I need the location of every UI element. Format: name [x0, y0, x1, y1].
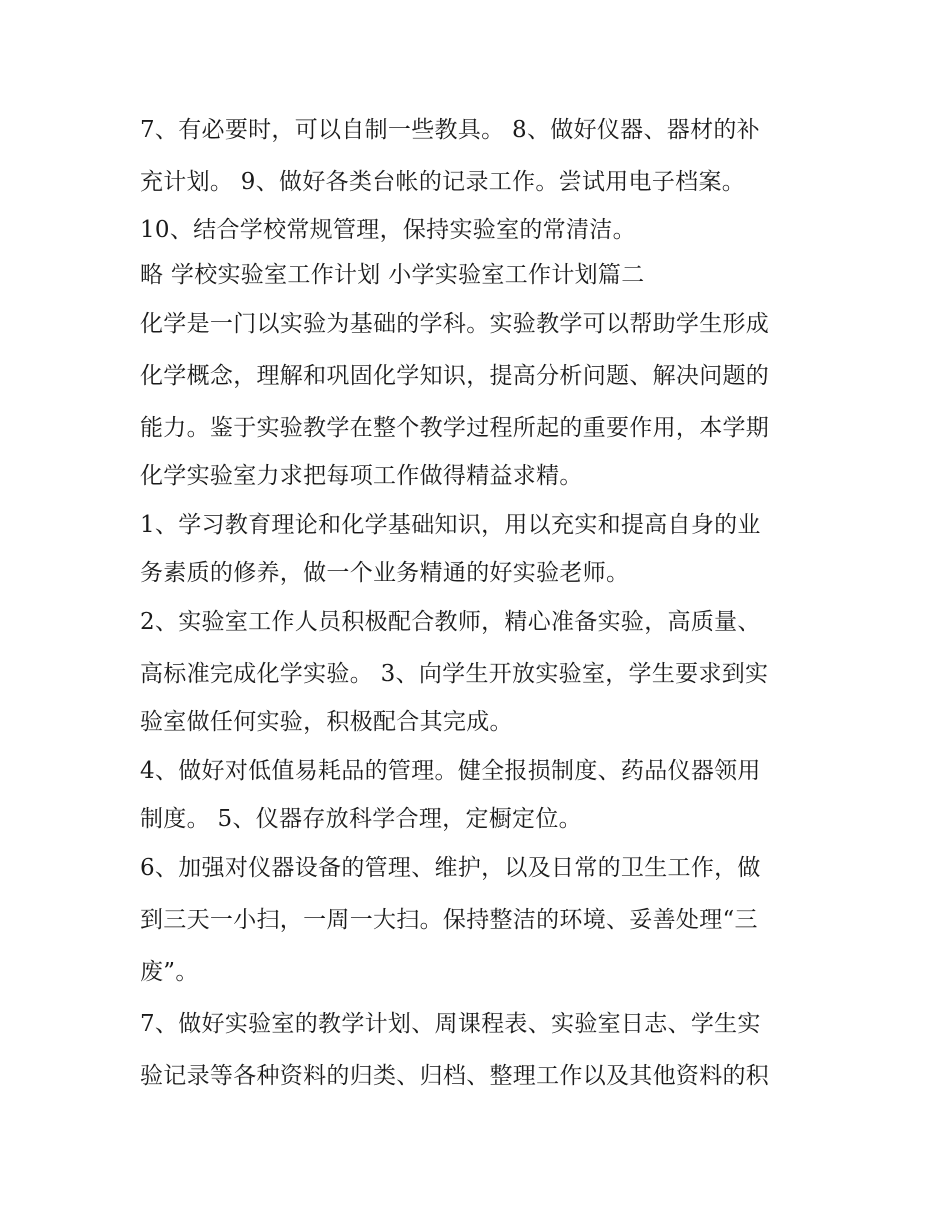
text-line-13: 验室做任何实验，积极配合其完成。	[140, 709, 513, 735]
text-line-17: 到三天一小扫，一周一大扫。保持整洁的环境、妥善处理“三	[140, 907, 758, 933]
text-line-14: 4、做好对低值易耗品的管理。健全报损制度、药品仪器领用	[140, 758, 761, 784]
text-line-3: 10、结合学校常规管理，保持实验室的常清洁。	[140, 217, 636, 243]
document-body	[140, 104, 830, 1102]
text-line-16: 6、加强对仪器设备的管理、维护，以及日常的卫生工作，做	[140, 855, 761, 881]
text-line-15: 制度。 5、仪器存放科学合理，定橱定位。	[140, 806, 582, 832]
text-line-6: 化学概念，理解和巩固化学知识，提高分析问题、解决问题的	[140, 363, 770, 389]
text-line-11: 2、实验室工作人员积极配合教师，精心准备实验，高质量、	[140, 609, 761, 635]
text-line-18: 废”。	[140, 959, 199, 985]
text-line-5: 化学是一门以实验为基础的学科。实验教学可以帮助学生形成	[140, 311, 770, 337]
text-line-9: 1、学习教育理论和化学基础知识，用以充实和提高自身的业	[140, 512, 761, 538]
text-line-1: 7、有必要时，可以自制一些教具。 8、做好仪器、器材的补	[140, 117, 760, 143]
text-line-20: 验记录等各种资料的归类、归档、整理工作以及其他资料的积	[140, 1063, 770, 1089]
text-line-4: 略 学校实验室工作计划 小学实验室工作计划篇二	[140, 262, 645, 288]
text-line-8: 化学实验室力求把每项工作做得精益求精。	[140, 463, 583, 489]
text-line-2: 充计划。 9、做好各类台帐的记录工作。尝试用电子档案。	[140, 169, 746, 195]
text-line-10: 务素质的修养，做一个业务精通的好实验老师。	[140, 560, 630, 586]
text-line-7: 能力。鉴于实验教学在整个教学过程所起的重要作用，本学期	[140, 415, 770, 441]
text-line-19: 7、做好实验室的教学计划、周课程表、实验室日志、学生实	[140, 1011, 761, 1037]
text-line-12: 高标准完成化学实验。 3、向学生开放实验室，学生要求到实	[140, 661, 769, 687]
